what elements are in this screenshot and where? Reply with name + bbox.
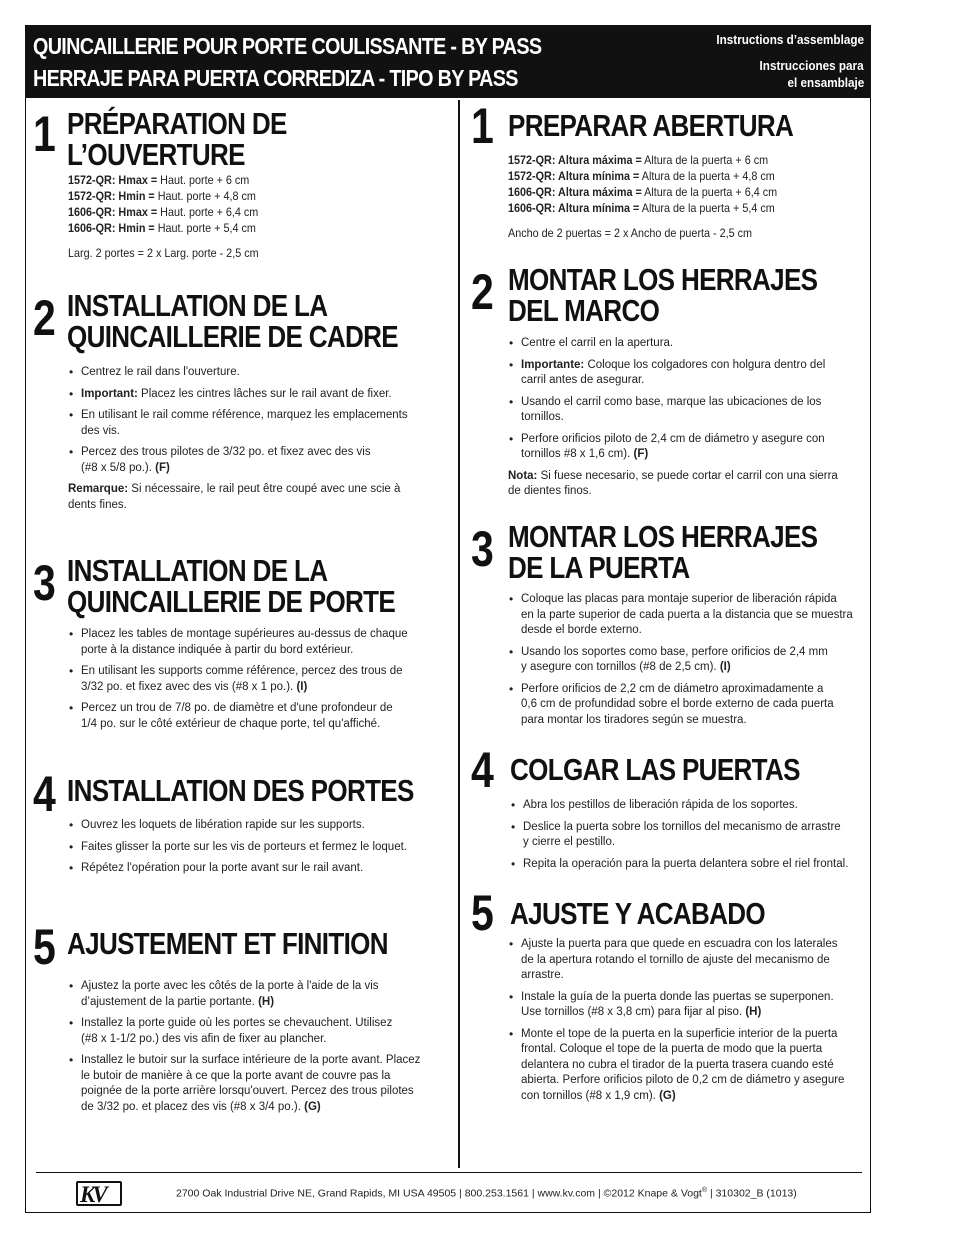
step-number: 1 [33,106,55,162]
section-title-line2: QUINCAILLERIE DE PORTE [67,584,396,619]
step-number: 3 [33,555,55,611]
section-title-line1: PRÉPARATION DE [67,106,287,141]
list-item: • Ajuste la puerta para que quede en escuadra con los laterales de la apertura rotando el tornillo de ajuste del mecanismo de arrastre. [508,937,866,984]
bullet-list [510,798,865,872]
es-section-3 [471,521,866,741]
list-item: • Ouvrez les loquets de libération rapide sur les supports. [68,818,448,834]
section-title-line1: INSTALLATION DE LA [67,288,328,323]
section-title-line1: INSTALLATION DES PORTES [67,773,414,808]
list-item: • Abra los pestillos de liberación rápida de los soportes. [510,798,865,814]
list-item: • Placez les tables de montage supérieures au-dessus de chaque porte à la distance indiquée à partir du bord extérieur. [68,627,448,658]
bullet-list [68,627,448,732]
list-item: • Centrez le rail dans l'ouverture. [68,365,448,381]
list-item: • Instale la guía de la puerta donde las puertas se superponen. Use tornillos (#8 x 3,8 cm) para fijar al piso. (H) [508,990,866,1021]
list-item: • En utilisant le rail comme référence, marquez les emplacements des vis. [68,408,448,439]
list-item: • Importante: Coloque los colgadores con holgura dentro del carril antes de asegurar. [508,358,863,389]
step-number: 4 [33,766,55,822]
section-body [68,627,448,738]
list-item: • Ajustez la porte avec les côtés de la porte à l'aide de la vis d’ajustement de la partie portante. (H) [68,979,453,1010]
title-spanish: HERRAJE PARA PUERTA CORREDIZA - TIPO BY PASS [33,65,518,91]
title-french: QUINCAILLERIE POUR PORTE COULISSANTE - BY PASS [33,33,542,59]
bullet-list [68,365,448,476]
section-title-line2: QUINCAILLERIE DE CADRE [67,319,398,354]
section-body [510,798,865,878]
list-item: • Monte el tope de la puerta en la superficie interior de la puerta frontal. Coloque el tope de la puerta de modo que la puerta delantera no cubra el tirador de la puerta trasera cuando esté abierta. Perfore orificios piloto de 0,2 cm de diámetro y asegure con tornillos (#8 x 1,9 cm). (G) [508,1027,866,1105]
bullet-list [508,937,866,1104]
list-item: • Faites glisser la porte sur les vis de porteurs et fermez le loquet. [68,840,448,856]
bullet-list [508,336,863,463]
width-formula: Ancho de 2 puertas = 2 x Ancho de puerta - 2,5 cm [508,226,753,240]
section-title-line1: PREPARAR ABERTURA [508,108,794,143]
list-item: • Percez un trou de 7/8 po. de diamètre et d'une profondeur de 1/4 po. sur le côté extérieur de chaque porte, tel qu'affiché. [68,701,448,732]
spec-line: 1572-QR: Altura mínima = Altura de la puerta + 4,8 cm [508,169,775,183]
spec-line: 1572-QR: Altura máxima = Altura de la puerta + 6 cm [508,153,769,167]
spec-line: 1572-QR: Hmin = Haut. porte + 4,8 cm [68,189,256,203]
bullet-list [508,592,863,728]
header-bar [25,25,871,98]
step-number: 5 [471,885,493,941]
spec-list [508,152,807,241]
spec-line: 1606-QR: Altura mínima = Altura de la puerta + 5,4 cm [508,201,775,215]
es-section-2 [471,264,866,504]
section-body [508,336,863,500]
footer-address: 2700 Oak Industrial Drive NE, Grand Rapids, MI USA 49505 | 800.253.1561 | www.kv.com | ©2012 Knape & Vogt® | 310302_B (1013) [176,1187,797,1200]
section-body [508,592,863,734]
section-title-line1: AJUSTEMENT ET FINITION [67,926,388,961]
section-title-line1: MONTAR LOS HERRAJES [508,262,818,297]
bullet-list [68,979,453,1115]
section-body [68,979,453,1121]
step-number: 3 [471,521,493,577]
list-item: • Important: Placez les cintres lâches sur le rail avant de fixer. [68,387,448,403]
list-item: • Perfore orificios de 2,2 cm de diámetro aproximadamente a 0,6 cm de profundidad sobre el borde externo de cada puerta para montar los tiradores según se muestra. [508,682,863,729]
section-title-line1: INSTALLATION DE LA [67,553,328,588]
spec-line: 1606-QR: Altura máxima = Altura de la puerta + 6,4 cm [508,185,778,199]
label-french: Instructions d’assemblage [716,32,864,47]
spec-line: 1572-QR: Hmax = Haut. porte + 6 cm [68,173,250,187]
list-item: • Usando el carril como base, marque las ubicaciones de los tornillos. [508,395,863,426]
spec-list [68,172,280,261]
note: Remarque: Si nécessaire, le rail peut être coupé avec une scie à dents fines. [68,483,401,511]
section-body [68,818,448,883]
es-section-5 [471,885,866,1111]
note: Nota: Si fuese necesario, se puede cortar el carril con una sierra de dientes finos. [508,469,838,497]
es-section-4 [471,742,866,888]
step-number: 2 [33,290,55,346]
logo-text: KV [80,1182,105,1207]
section-title-line1: MONTAR LOS HERRAJES [508,519,818,554]
label-spanish-line2: el ensamblaje [787,75,864,90]
section-body [68,365,448,513]
list-item: • Installez le butoir sur la surface intérieure de la porte avant. Placez le butoir de manière à ce que la porte avant de couvre pas la poignée de la porte arrière lorsqu'ouvert. Percez des trous pilotes de 3/32 po. et placez des vis (#8 x 3/4 po.). (G) [68,1053,453,1115]
list-item: • Deslice la puerta sobre los tornillos del mecanismo de arrastre y cierre el pestillo. [510,820,865,851]
bullet-list [68,818,448,877]
list-item: • Centre el carril en la apertura. [508,336,863,352]
step-number: 5 [33,919,55,975]
footer-rule [36,1172,862,1173]
footer [76,1178,866,1208]
fr-section-1 [33,108,448,268]
fr-section-4 [33,766,448,892]
section-title-line1: AJUSTE Y ACABADO [510,896,766,931]
section-title-line2: L’OUVERTURE [67,137,245,172]
list-item: • En utilisant les supports comme référence, percez des trous de 3/32 po. et fixez avec des vis (#8 x 1 po.). (I) [68,664,448,695]
list-item: • Usando los soportes como base, perfore orificios de 2,4 mm y asegure con tornillos (#8 de 2,5 cm). (I) [508,645,863,676]
step-number: 1 [471,98,493,154]
label-spanish-line1: Instrucciones para [759,58,864,73]
column-divider [458,100,460,1168]
section-title-line2: DEL MARCO [508,293,660,328]
list-item: • Coloque las placas para montaje superior de liberación rápida en la parte superior de cada puerta a la distancia que se muestra desde el borde externo. [508,592,863,639]
width-formula: Larg. 2 portes = 2 x Larg. porte - 2,5 cm [68,246,259,260]
es-section-1 [471,98,866,254]
step-number: 2 [471,264,493,320]
section-body [508,937,866,1110]
section-title-line2: DE LA PUERTA [508,550,690,585]
spec-line: 1606-QR: Hmax = Haut. porte + 6,4 cm [68,205,259,219]
list-item: • Installez la porte guide où les portes se chevauchent. Utilisez (#8 x 1-1/2 po.) des vis afin de fixer au plancher. [68,1016,453,1047]
kv-logo [76,1181,122,1206]
spec-line: 1606-QR: Hmin = Haut. porte + 5,4 cm [68,221,256,235]
step-number: 4 [471,742,493,798]
list-item: • Percez des trous pilotes de 3/32 po. et fixez avec des vis (#8 x 5/8 po.). (F) [68,445,448,476]
fr-section-2 [33,290,448,520]
fr-section-5 [33,919,448,1125]
fr-section-3 [33,555,448,745]
list-item: • Répétez l'opération pour la porte avant sur le rail avant. [68,861,448,877]
list-item: • Perfore orificios piloto de 2,4 cm de diámetro y asegure con tornillos #8 x 1,6 cm). (F) [508,432,863,463]
section-title-line1: COLGAR LAS PUERTAS [510,752,800,787]
list-item: • Repita la operación para la puerta delantera sobre el riel frontal. [510,857,865,873]
